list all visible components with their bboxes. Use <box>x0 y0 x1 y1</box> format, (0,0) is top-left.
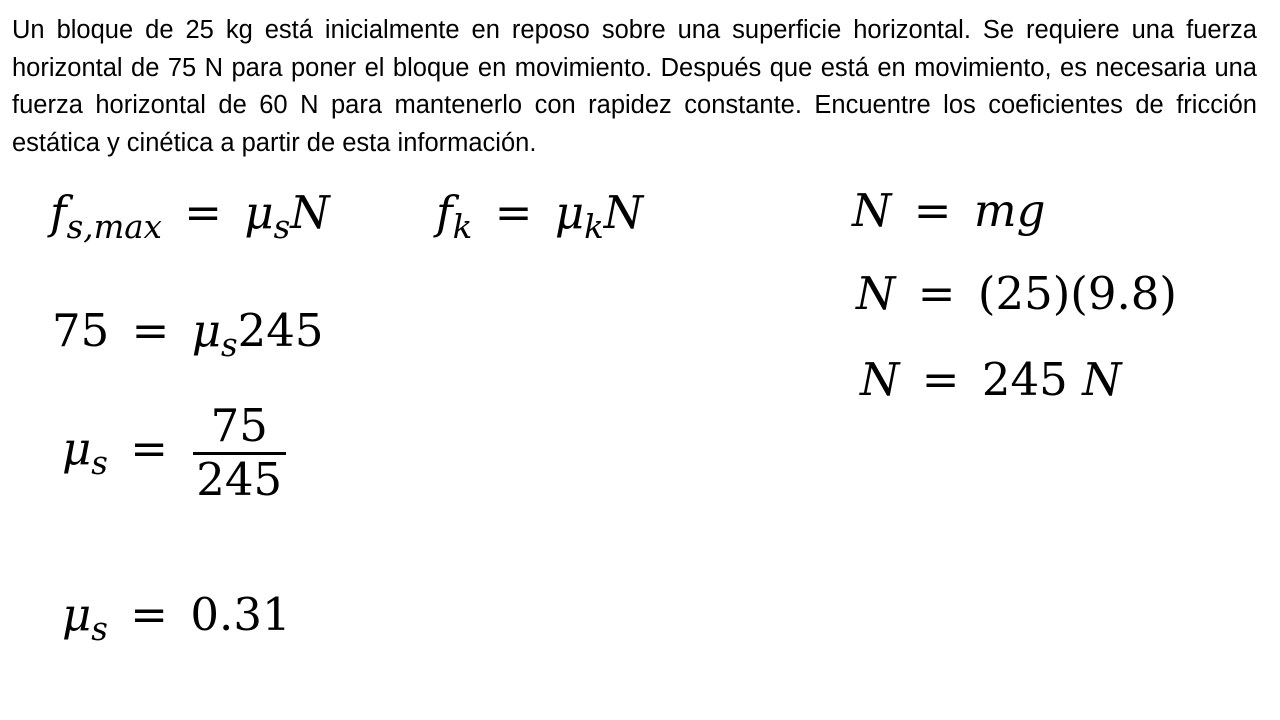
normal-symbol: N <box>860 353 900 406</box>
mu-subscript: s <box>221 325 238 364</box>
static-friction-equation <box>50 186 330 246</box>
static-coefficient-value: 0.31 <box>190 588 291 641</box>
normal-symbol: N <box>852 184 892 237</box>
static-coefficient-result <box>62 588 291 648</box>
newton-unit: N <box>1082 353 1122 406</box>
equals-sign: = <box>131 304 170 357</box>
applied-force-value: 75 <box>52 304 110 357</box>
equals-sign: = <box>184 186 222 239</box>
normal-force-value: 245 <box>237 304 324 357</box>
mass-times-gravity: (25)(9.8) <box>977 267 1177 320</box>
mu-symbol: μ <box>244 186 274 239</box>
static-substitution-equation <box>52 304 324 364</box>
fraction-numerator: 75 <box>193 403 286 455</box>
friction-subscript: s,max <box>66 207 162 246</box>
equals-sign: = <box>917 267 956 320</box>
normal-symbol: N <box>290 186 330 239</box>
normal-force-result <box>860 353 1122 406</box>
friction-subscript: k <box>452 207 473 246</box>
mass-gravity-term: mg <box>973 184 1046 237</box>
friction-symbol: f <box>436 186 453 239</box>
normal-force-substitution <box>856 267 1177 320</box>
problem-statement: Un bloque de 25 kg está inicialmente en reposo sobre una superficie horizontal. Se requiere una fuerza horizontal de 75 N para poner el bloque en movimiento. Después que está en movimiento, es necesaria una fuerza horizontal de 60 N para mantenerlo con rapidez constante. Encuentre los coeficientes de fricción estática y cinética a partir de esta información. <box>12 16 1257 157</box>
mu-subscript: s <box>273 207 291 246</box>
friction-symbol: f <box>50 186 67 239</box>
fraction <box>193 399 286 506</box>
equals-sign: = <box>921 353 960 406</box>
equals-sign: = <box>130 588 168 641</box>
normal-force-value: 245 <box>981 353 1068 406</box>
mu-subscript: k <box>584 207 604 246</box>
mu-symbol: μ <box>191 304 222 357</box>
equals-sign: = <box>913 184 952 237</box>
kinetic-friction-equation <box>436 186 644 246</box>
normal-symbol: N <box>603 186 644 239</box>
static-coefficient-fraction <box>62 399 286 506</box>
mu-subscript: s <box>91 443 108 482</box>
mu-subscript: s <box>91 609 108 648</box>
normal-symbol: N <box>856 267 896 320</box>
mu-symbol: μ <box>554 186 585 239</box>
fraction-denominator: 245 <box>196 453 283 506</box>
normal-force-equation <box>852 184 1046 237</box>
equals-sign: = <box>494 186 533 239</box>
equals-sign: = <box>130 422 168 475</box>
mu-symbol: μ <box>62 588 92 641</box>
mu-symbol: μ <box>62 422 92 475</box>
